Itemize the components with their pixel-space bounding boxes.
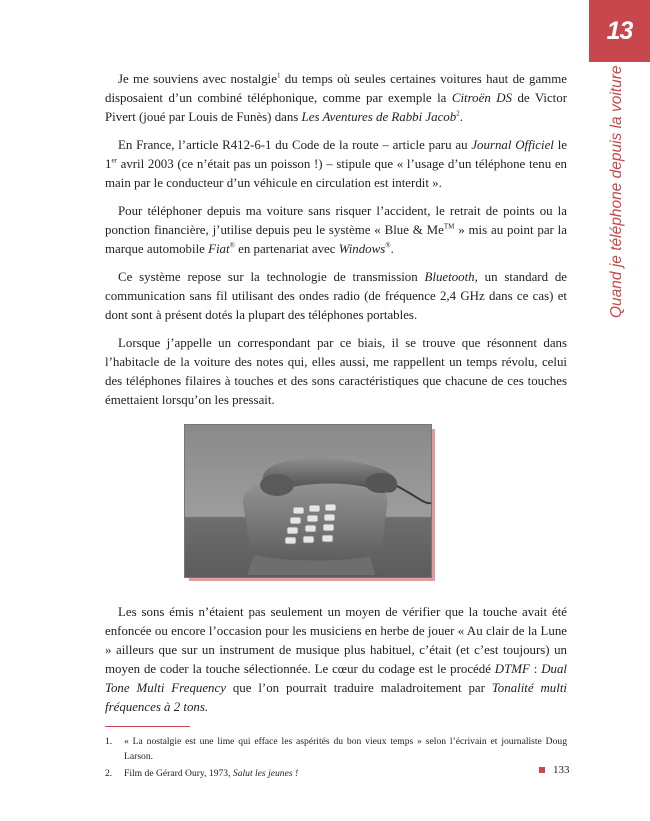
text: Les sons émis n’étaient pas seulement un moyen de vérifier que la touche avait été enfoncée ou encore l’occasion pour les musiciens en herbe de jouer « Au clair de la Lune » ailleurs que sur un instrument de musique plus habituel, c’était (et c’est toujours) un moyen de coder la touche sélectionnée. Le cœur du codage est le procédé [105,605,567,676]
footnote-text: Film de Gérard Oury, 1973, [124,768,233,779]
text: en partenariat avec [234,242,339,256]
text: : [529,662,542,676]
italic-text: Dual Tone Multi Frequency [105,662,567,695]
footnotes [105,735,567,782]
text: Ce système repose sur la technologie de transmission [118,270,425,284]
footnote-divider [105,726,190,727]
paragraph-1 [105,70,567,127]
italic-text: Windows [338,242,386,256]
text: En France, l’article R412-6-1 du Code de la route – article paru au [118,138,472,152]
italic-text: Les Aventures de Rabbi Jacob [301,110,457,124]
text: de Victor Pivert (joué par Louis de Funès) dans [105,91,567,124]
italic-text: Bluetooth [424,270,475,284]
paragraph-4 [105,268,567,325]
telephone-illustration [185,425,431,577]
telephone-photo [184,424,432,578]
italic-text: Tonalité multi fréquences à 2 tons. [105,681,567,714]
footnote-text-wrap [124,767,567,782]
text: . [459,110,463,124]
text: du temps où seules certaines voitures haut de gamme disposaient d’un combiné téléphonique, comme par exemple la [105,72,567,105]
paragraph-5 [105,334,567,410]
italic-text: Citroën DS [451,91,512,105]
figure [105,423,560,581]
page-number-text: 133 [553,764,570,776]
paragraph-3 [105,202,567,259]
footnote-number: 2. [105,768,113,779]
chapter-number: 13 [606,16,633,45]
italic-text: Journal Officiel [471,138,554,152]
footnote-ref: 2 [456,109,460,118]
main-content [105,70,567,785]
chapter-number-tab [589,0,650,62]
running-head: Quand je téléphone depuis la voiture [608,65,625,318]
text: » mis au point par la marque automobile [105,223,567,256]
italic-text: Fiat [208,242,230,256]
text: . [390,242,394,256]
italic-text: DTMF [494,662,530,676]
text: , un standard de communication sans fil utilisant des ondes radio (de fréquence 2,4 GHz dans ce cas) et dont sont à présent dotés la plupart des téléphones portables. [105,270,567,322]
text: le 1 [105,138,567,171]
paragraph-6 [105,603,567,717]
page-number [539,764,570,776]
registered-mark: ® [385,241,391,250]
text: Je me souviens avec nostalgie [118,72,277,86]
text: que l’on pourrait traduire maladroitement par [225,681,492,695]
footnote-text: « La nostalgie est une lime qui efface les aspérités du bon vieux temps » selon l’écrivain et journaliste Doug Larson. [124,736,567,762]
footnote-2 [105,767,567,782]
paragraph-2 [105,136,567,193]
footnote-ref: 1 [277,71,281,80]
text: Pour téléphoner depuis ma voiture sans risquer l’accident, le retrait de points ou la ponction financière, j’utilise depuis peu le système « Blue & Me [105,204,567,237]
trademark: TM [443,222,455,231]
footnote-number: 1. [105,736,113,747]
registered-mark: ® [229,241,235,250]
page-marker-square [539,767,545,773]
footnote-italic: Salut les jeunes ! [232,768,299,779]
superscript: er [111,156,117,165]
text: Lorsque j’appelle un correspondant par ce biais, il se trouve que résonnent dans l’habitacle de la voiture des notes qui, elles aussi, me rappellent un temps révolu, celui des téléphones filaires à touches et des sons caractéristiques que chacune de ces touches émettaient lorsqu’on les pressait. [105,336,567,407]
text: avril 2003 (ce n’était pas un poisson !) – stipule que « l’usage d’un téléphone tenu en main par le conducteur d’un véhicule en circulation est interdit ». [105,157,567,190]
footnote-1 [105,735,567,764]
